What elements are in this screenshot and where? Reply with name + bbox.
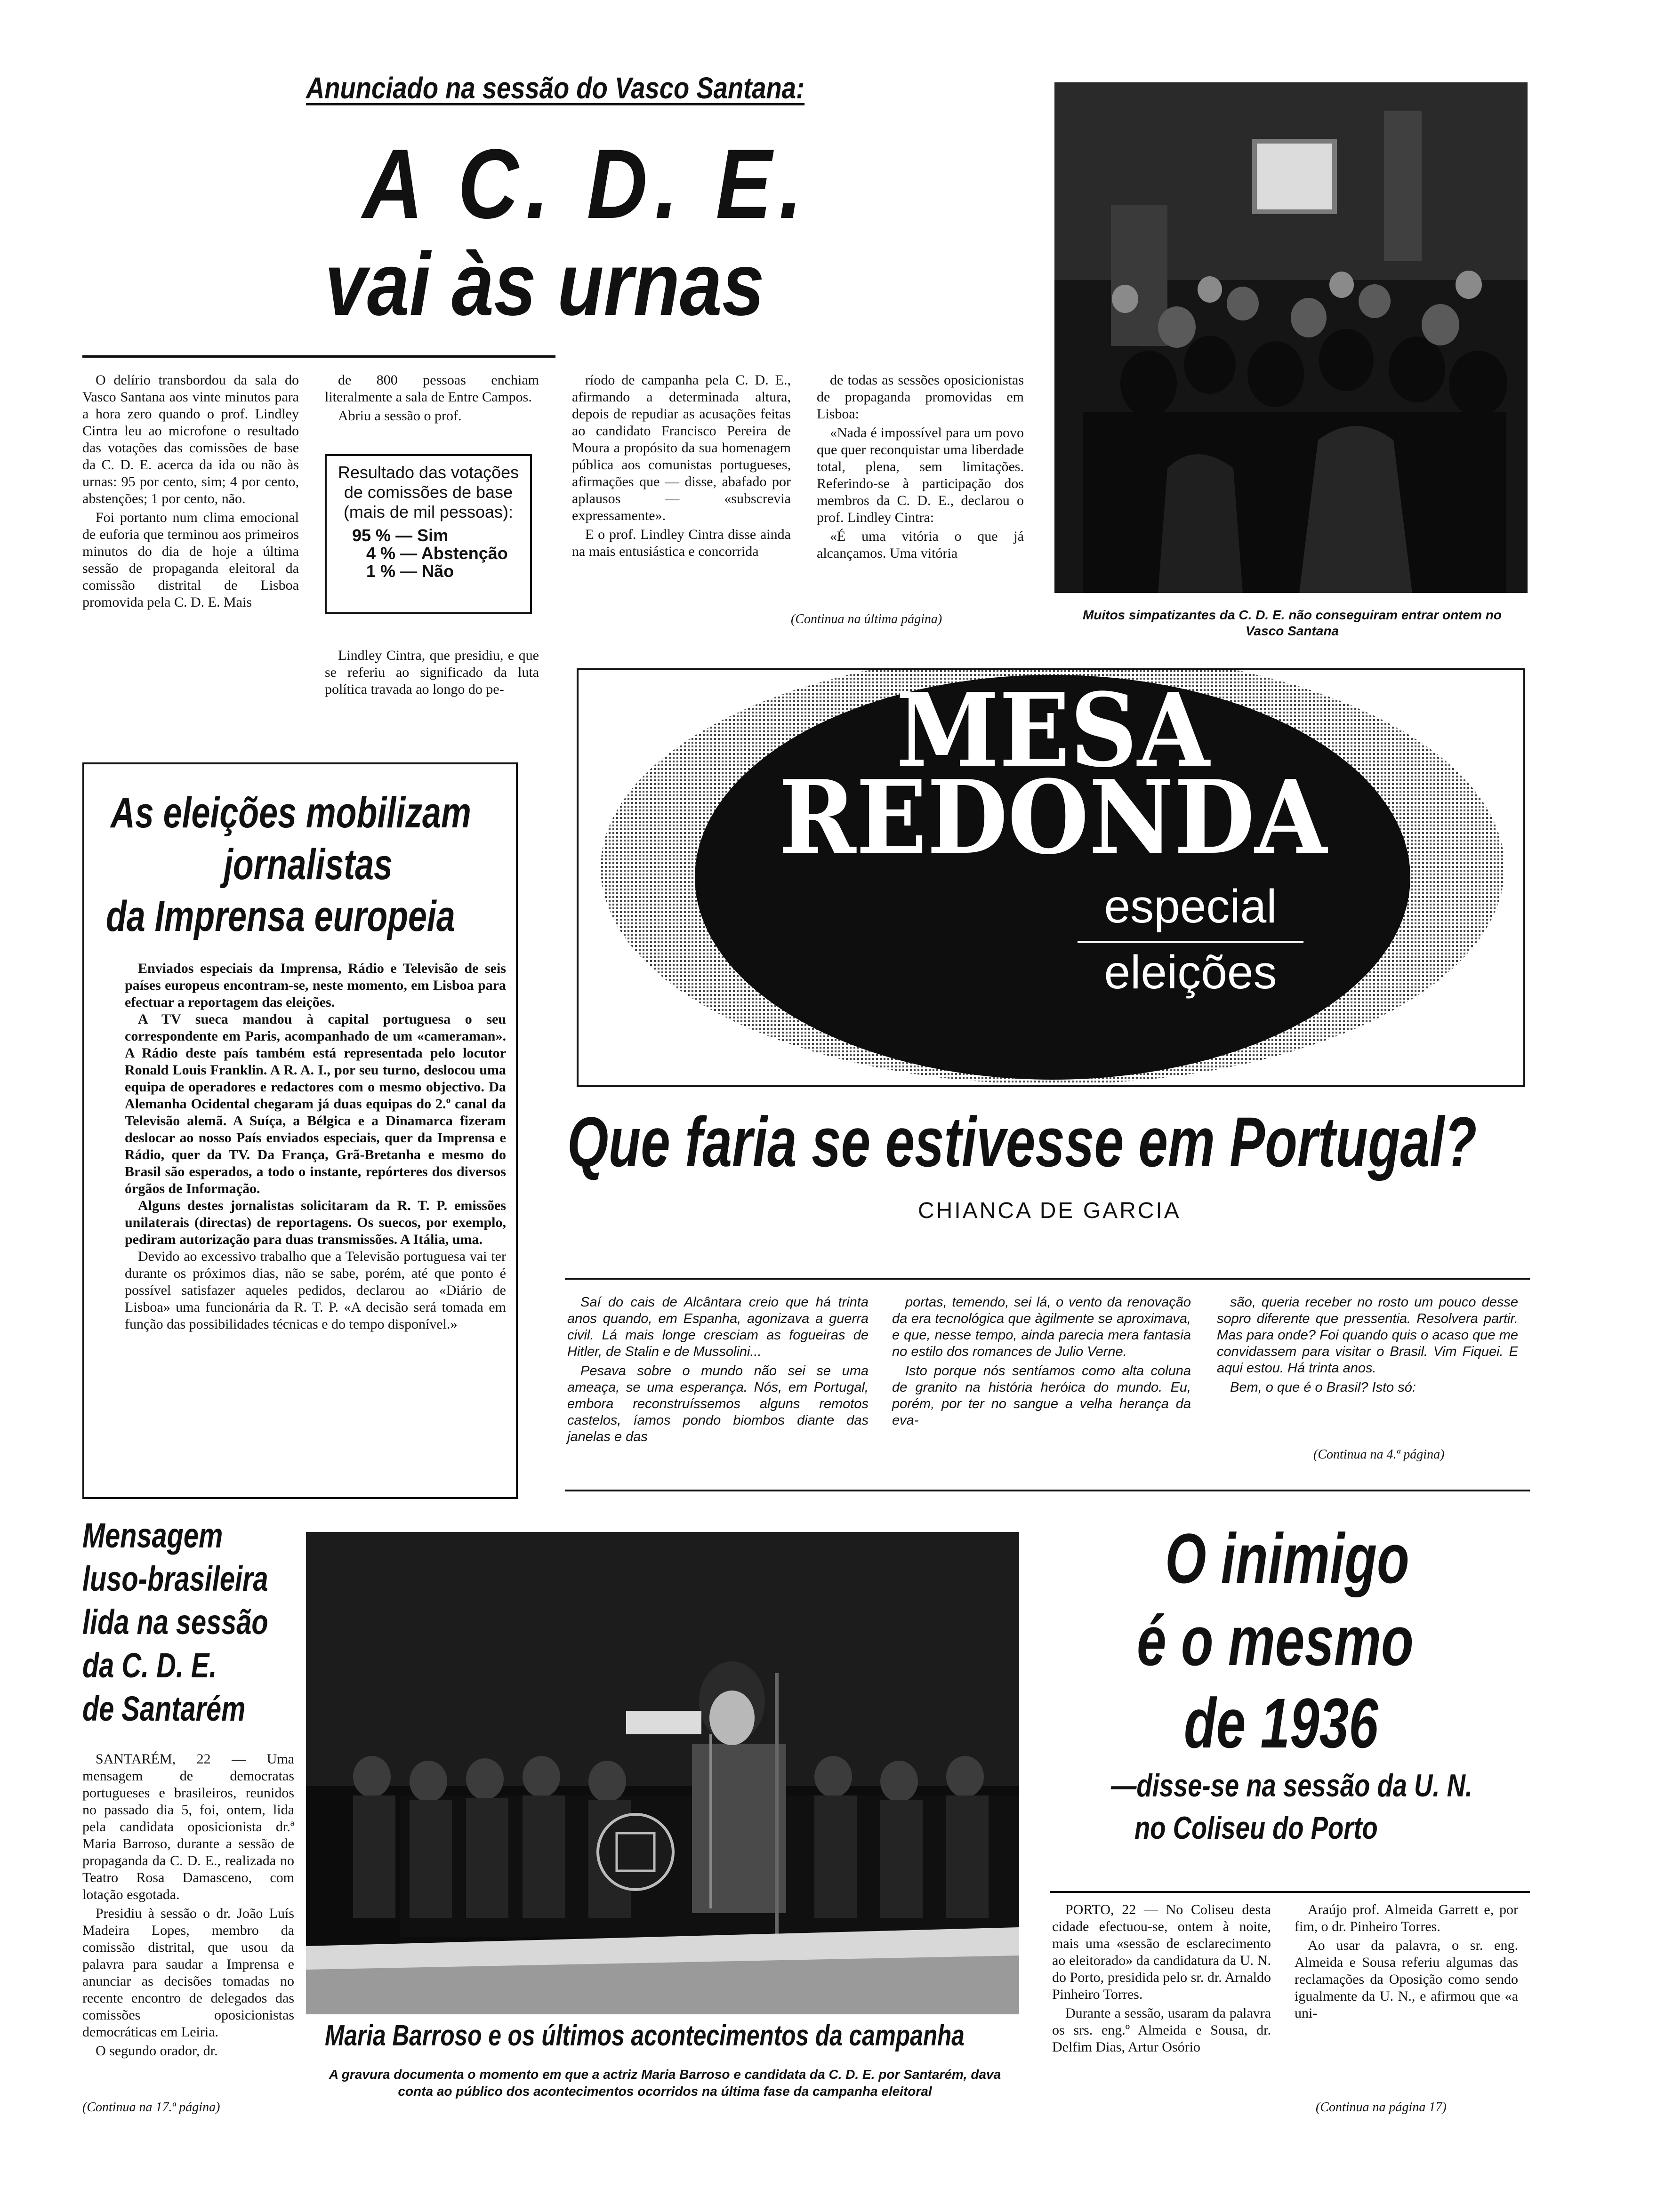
porto-subhead-line: —disse-se na sessão da U. N. [1111,1768,1472,1803]
portugal-continue[interactable]: (Continua na 4.ª página) [1313,1447,1445,1462]
top-continue[interactable]: (Continua na última página) [791,612,942,626]
top-col-3 [572,372,791,562]
porto-continue[interactable]: (Continua na página 17) [1316,2100,1447,2115]
europe-headline-line: da Imprensa europeia [106,892,455,940]
santarem-headline-line: luso-brasileira [82,1559,268,1598]
paragraph: Saí do cais de Alcântara creio que há trinta anos quando, em Espanha, agonizava a guerra civil. Lá mais longe cresciam as fogueiras de Hitler, de Stalin e de Mussolini... [567,1295,869,1359]
porto-subhead-line: no Coliseu do Porto [1134,1810,1378,1846]
paragraph: Foi portanto num clima emocional de euforia que terminou aos primeiros minutos do dia de hoje a última sessão de propaganda eleitoral da comissão distrital de Lisboa promovida pela C. D. E. Mais [82,510,299,610]
results-row-nao: 1 % — Não [366,561,454,581]
results-row-abstencao: 4 % — Abstenção [366,544,508,563]
paragraph: Bem, o que é o Brasil? Isto só: [1230,1380,1416,1395]
photo-title-maria-barroso: Maria Barroso e os últimos acontecimentos da campanha [325,2020,965,2052]
paragraph: Isto porque nós sentíamos como alta coluna de granito na história heróica do mundo. Eu, porém, por ter no sangue a velha herança da eva- [892,1363,1191,1428]
paragraph: de 800 pessoas enchiam literalmente a sala de Entre Campos. [325,372,539,405]
redonda-title: REDONDA [779,758,1327,877]
porto-headline-line: O inimigo [1165,1519,1409,1598]
portugal-col-3 [1217,1294,1518,1399]
paragraph: Enviados especiais da Imprensa, Rádio e Televisão de seis países europeus encontram-se, neste momento, em Lisboa para efectuar a reportagem das eleições. [125,961,506,1010]
paragraph: são, queria receber no rosto um pouco desse sopro diferente que pressentia. Resolvera partir. Mas para onde? Foi quando quis o acaso que me convidassem para visitar o Brasil. Vim Fiquei. E aqui estou. Há trinta anos. [1217,1295,1518,1376]
europe-headline-line: As eleições mobilizam [111,789,471,837]
headline-acde: A C. D. E. [362,128,810,239]
porto-col-1 [1052,1901,1271,2058]
paragraph: Presidiu à sessão o dr. João Luís Madeira Lopes, membro da comissão distrital, que usou da palavra para saudar a Imprensa e anunciar as decisões tomadas no recente encontro de delegados das comissões oposicionistas democráticas em Leiria. [82,1906,294,2040]
paragraph: Abriu a sessão o prof. [338,408,462,424]
paragraph: de todas as sessões oposicionistas de propaganda promovidas em Lisboa: [817,372,1024,422]
photo-maria-barroso [306,1532,1019,2014]
paragraph: A TV sueca mandou à capital portuguesa o seu correspondente em Paris, acompanhado de um «cameraman». A Rádio deste país também está representada pelo locutor Ronald Louis Franklin. A R. A. I., por seu turno, deslocou uma equipa de operadores e redactores com o mesmo objectivo. Da Alemanha Ocidental chegaram já duas equipas do 2.º canal da Televisão alemã. A Suíça, a Bélgica e a Dinamarca fizeram deslocar ao nosso País enviados especiais, quer da Imprensa e Rádio, quer da TV. Da França, Grã-Bretanha e mesmo do Brasil são esperados, a todo o instante, repórteres dos diversos órgãos de Informação. [125,1011,506,1196]
paragraph: «É uma vitória o que já alcançamos. Uma vitória [817,529,1024,561]
portugal-top-rule [565,1278,1530,1280]
santarem-headline-line: lida na sessão [82,1603,268,1642]
top-col-2-after [325,647,539,700]
porto-headline-line: de 1936 [1184,1683,1378,1763]
mesa-redonda-banner [577,668,1525,1087]
banner-divider [1078,941,1303,943]
paragraph: Durante a sessão, usaram da palavra os srs. eng.º Almeida e Sousa, dr. Delfim Dias, Artur Osório [1052,2005,1271,2055]
top-rule [82,355,555,358]
paragraph: ríodo de campanha pela C. D. E., afirmando a determinada altura, depois de repudiar as acusações feitas ao candidato Francisco Pereira de Moura a propósito da sua homenagem pública aos comunistas portugueses, afirmações que — disse, abafado por aplausos — «subscrevia expressamente». [572,372,791,523]
santarem-headline [82,1515,308,1732]
paragraph: PORTO, 22 — No Coliseu desta cidade efectuou-se, ontem à noite, mais uma «sessão de esclarecimento ao eleitorado» da candidatura da U. N. do Porto, presidida pelo sr. dr. Arnaldo Pinheiro Torres. [1052,1902,1271,2002]
results-row-sim: 95 % — Sim [352,526,449,545]
photo-vasco-santana-crowd [1054,82,1528,593]
santarem-headline-line: Mensagem [82,1516,223,1555]
top-col-1 [82,372,299,613]
paragraph: Pesava sobre o mundo não sei se uma ameaça, se uma esperança. Nós, em Portugal, embora reconstruíssemos alguns remotos castelos, íamos pondo biombos diante das janelas e das [567,1363,869,1444]
especial-label: especial [1104,880,1277,933]
paragraph: Araújo prof. Almeida Garrett e, por fim, o dr. Pinheiro Torres. [1295,1902,1518,1934]
byline: CHIANCA DE GARCIA [918,1198,1181,1223]
paragraph: «Nada é impossível para um povo que quer reconquistar uma liberdade total, plena, sem limitações. Referindo-se à participação dos membros da C. D. E., declarou o prof. Lindley Cintra: [817,425,1024,525]
portugal-headline: Que faria se estivesse em Portugal? [567,1102,1477,1181]
top-col-2 [325,372,539,426]
mesa-title: MESA [896,671,1210,790]
porto-col-2 [1295,1901,1518,2024]
paragraph: SANTARÉM, 22 — Uma mensagem de democratas portugueses e brasileiros, reunidos no passado dia 5, foi, ontem, lida pela candidata oposicionista dr.ª Maria Barroso, durante a sessão de propaganda da C. D. E., realizada no Teatro Rosa Damasceno, com lotação esgotada. [82,1751,294,1902]
santarem-continue[interactable]: (Continua na 17.ª página) [82,2100,220,2115]
portugal-col-2 [892,1294,1191,1432]
middle-divider [565,1490,1530,1491]
paragraph: Ao usar da palavra, o sr. eng. Almeida e Sousa referiu algumas das reclamações da Oposição como sendo igualmente da U. N., e afirmou que «a uni- [1295,1938,1518,2021]
paragraph: E o prof. Lindley Cintra disse ainda na mais entusiástica e concorrida [572,527,791,559]
paragraph: Lindley Cintra, que presidiu, e que se referiu ao significado da luta política travada ao longo do pe- [325,648,539,697]
eleicoes-label: eleições [1104,946,1277,999]
porto-rule [1050,1891,1530,1893]
europe-body [125,960,506,1333]
paragraph: O delírio transbordou da sala do Vasco Santana aos vinte minutos para a hora zero quando o prof. Lindley Cintra leu ao microfone o resultado das votações das comissões de base da C. D. E. acerca da ida ou não às urnas: 95 por cento, sim; 4 por cento, abstenções; 1 por cento, não. [82,372,299,506]
santarem-headline-line: da C. D. E. [82,1646,217,1685]
photo-caption-maria-barroso: A gravura documenta o momento em que a actriz Maria Barroso e candidata da C. D. E. por Santarém, dava conta ao público dos acontecimentos ocorridos na última fase da campanha eleitoral [329,2067,1001,2099]
porto-headline-line: é o mesmo [1137,1601,1414,1680]
santarem-body [82,1751,294,2061]
top-col-4 [817,372,1024,564]
kicker: Anunciado na sessão do Vasco Santana: [306,71,805,105]
paragraph: Devido ao excessivo trabalho que a Televisão portuguesa vai ter durante os próximos dias, não se sabe, porém, até que ponto é possível satisfazer aqueles pedidos, declarou ao «Diário de Lisboa» uma funcionária da R. T. P. «A decisão será tomada em função das possibilidades técnicas e do tempo disponível.» [125,1249,506,1332]
photo-caption-vasco-santana: Muitos simpatizantes da C. D. E. não conseguiram entrar ontem no Vasco Santana [1083,608,1502,638]
results-box-title: Resultado das votações de comissões de base (mais de mil pessoas): [338,463,519,521]
santarem-headline-line: de Santarém [82,1689,246,1728]
europe-headline-line: jornalistas [224,841,393,889]
headline-urnas: vai às urnas [325,234,764,334]
results-box [325,454,532,614]
paragraph: Alguns destes jornalistas solicitaram da R. T. P. emissões unilaterais (directas) de reportagens. Os suecos, por exemplo, pediram autorização para duas transmissões. A Itália, uma. [125,1198,506,1247]
paragraph: O segundo orador, dr. [96,2043,218,2059]
paragraph: portas, temendo, sei lá, o vento da renovação da era tecnológica que àgilmente se aproximava, e que, nesse tempo, ainda parecia mera fantasia no estilo dos romances de Julio Verne. [892,1295,1191,1359]
portugal-col-1 [567,1294,869,1448]
